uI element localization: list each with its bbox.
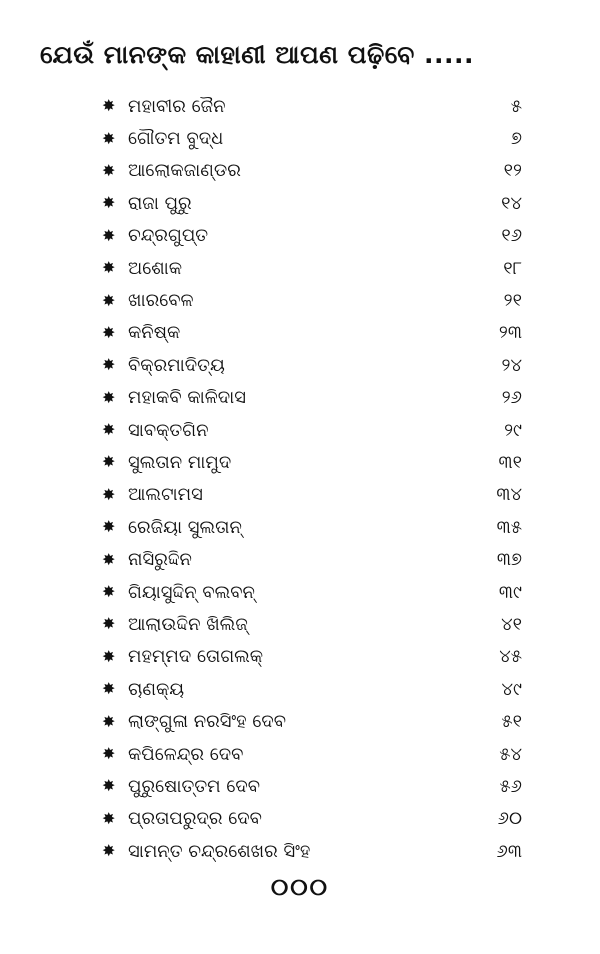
contents-item [102,641,522,673]
contents-item-title: ନାସିରୁଦ୍ଦିନ [128,549,192,571]
contents-item [102,90,522,122]
contents-item [102,122,522,154]
star-bullet-icon: ✸ [102,744,116,763]
contents-item-page-number: ୧୬ [501,225,522,247]
contents-item-page-number: ୨୬ [501,387,522,409]
star-bullet-icon: ✸ [102,517,116,537]
contents-item [102,382,522,414]
contents-item-page-number: ୧୮ [503,257,522,279]
contents-item-title: ରାଜା ପୁରୁ [128,192,192,214]
contents-item [102,738,522,770]
star-bullet-icon: ✸ [102,679,116,699]
contents-item [102,673,522,705]
contents-item-title: ପ୍ରତାପରୁଦ୍ର ଦେବ [128,808,262,830]
contents-item-page-number: ୧୪ [501,192,522,214]
contents-item-title: ମହାକବି କାଳିଦାସ [128,387,246,409]
star-bullet-icon: ✸ [102,355,116,375]
contents-item-page-number: ୭ [510,128,522,150]
contents-item [102,608,522,640]
contents-item-page-number: ୩୯ [498,581,522,603]
contents-item-title: ସୁଲତାନ ମାମୁଦ [128,451,232,473]
contents-item [102,835,522,867]
contents-item-page-number: ୩୧ [498,451,522,473]
contents-item-title: ଅଶୋକ [128,257,183,279]
contents-item-page-number: ୩୭ [496,549,522,571]
contents-item-title: ଚନ୍ଦ୍ରଗୁପ୍ତ [128,225,209,247]
contents-item-title: ଗିୟାସୁଦ୍ଦିନ୍ ବଲବନ୍ [128,581,255,603]
contents-item [102,770,522,802]
contents-list [102,90,522,867]
contents-item-page-number: ୬୦ [497,808,522,830]
contents-item [102,284,522,316]
star-bullet-icon: ✸ [102,193,116,213]
contents-item [102,511,522,543]
star-bullet-icon: ✸ [102,290,116,310]
contents-item-page-number: ୩୪ [496,484,522,506]
contents-item-title: ମହମ୍ମଦ ତୋଗଲକ୍ [128,646,264,668]
star-bullet-icon: ✸ [102,128,116,148]
contents-item-page-number: ୨୯ [504,419,522,441]
contents-item [102,705,522,737]
contents-item-page-number: ୫୧ [501,711,522,733]
contents-item [102,187,522,219]
contents-item-title: ଆଲଟାମସ [128,484,203,506]
star-bullet-icon: ✸ [102,322,116,342]
contents-item-title: ସାମନ୍ତ ଚନ୍ଦ୍ରଶେଖର ସିଂହ [128,840,311,862]
contents-item [102,349,522,381]
star-bullet-icon: ✸ [102,452,116,472]
star-bullet-icon: ✸ [102,711,116,731]
star-bullet-icon: ✸ [102,387,116,407]
contents-item [102,220,522,252]
contents-item [102,252,522,284]
contents-item-title: ରେଜିୟା ସୁଲତାନ୍ [128,516,242,538]
star-bullet-icon: ✸ [102,96,116,116]
contents-item-title: ପୁରୁଷୋତ୍ତମ ଦେବ [128,775,261,797]
contents-item-title: କପିଳେନ୍ଦ୍ର ଦେବ [128,743,244,765]
contents-item-title: ଗୌତମ ବୁଦ୍ଧ [128,128,224,150]
contents-item-title: ଲାଙ୍ଗୁଳା ନରସିଂହ ଦେବ [128,711,287,733]
star-bullet-icon: ✸ [102,841,116,861]
contents-item [102,317,522,349]
contents-item [102,155,522,187]
star-bullet-icon: ✸ [102,646,116,666]
star-bullet-icon: ✸ [102,549,116,569]
star-bullet-icon: ✸ [102,776,116,796]
contents-item-page-number: ୧୨ [503,160,522,182]
contents-item-title: ବିକ୍ରମାଦିତ୍ୟ [128,354,225,376]
contents-item-title: ଆଲାଉଦ୍ଦିନ ଖିଲିଜ୍ [128,613,248,635]
star-bullet-icon: ✸ [102,484,116,504]
contents-item-title: ସାବକ୍ତଗିନ [128,419,209,441]
contents-item-title: କନିଷ୍କ [128,322,181,344]
star-bullet-icon: ✸ [102,582,116,602]
contents-item-page-number: ୫୬ [499,775,522,797]
contents-item [102,446,522,478]
contents-item-page-number: ୬୩ [496,840,522,862]
page-footer-ornament: ୦୦୦ [270,873,330,901]
contents-item-title: ମହାବୀର ଜୈନ [128,95,226,117]
contents-item [102,803,522,835]
star-bullet-icon: ✸ [102,258,116,278]
contents-item-page-number: ୩୫ [496,516,522,538]
contents-item-title: ଖାରବେଳ [128,290,194,312]
page-heading: ଯେଉଁ ମାନଙ୍କ କାହାଣୀ ଆପଣ ପଢ଼ିବେ ..... [40,40,475,69]
contents-item-page-number: ୫୪ [499,743,522,765]
contents-item-page-number: ୪୫ [499,646,522,668]
star-bullet-icon: ✸ [102,160,116,180]
star-bullet-icon: ✸ [102,614,116,634]
contents-item-page-number: ୨୧ [503,290,522,312]
contents-item-page-number: ୨୪ [501,354,522,376]
star-bullet-icon: ✸ [102,225,116,245]
contents-item-page-number: ୪୧ [501,613,522,635]
contents-item-title: ଚାଣକ୍ୟ [128,678,185,700]
contents-item [102,576,522,608]
star-bullet-icon: ✸ [102,808,116,828]
contents-item [102,479,522,511]
star-bullet-icon: ✸ [102,420,116,440]
contents-item-title: ଆଲୋକଜାଣ୍ଡର [128,160,241,182]
contents-item-page-number: ୫ [510,95,522,117]
contents-item [102,414,522,446]
contents-item-page-number: ୪୯ [501,678,522,700]
contents-item-page-number: ୨୩ [498,322,522,344]
contents-item [102,543,522,575]
